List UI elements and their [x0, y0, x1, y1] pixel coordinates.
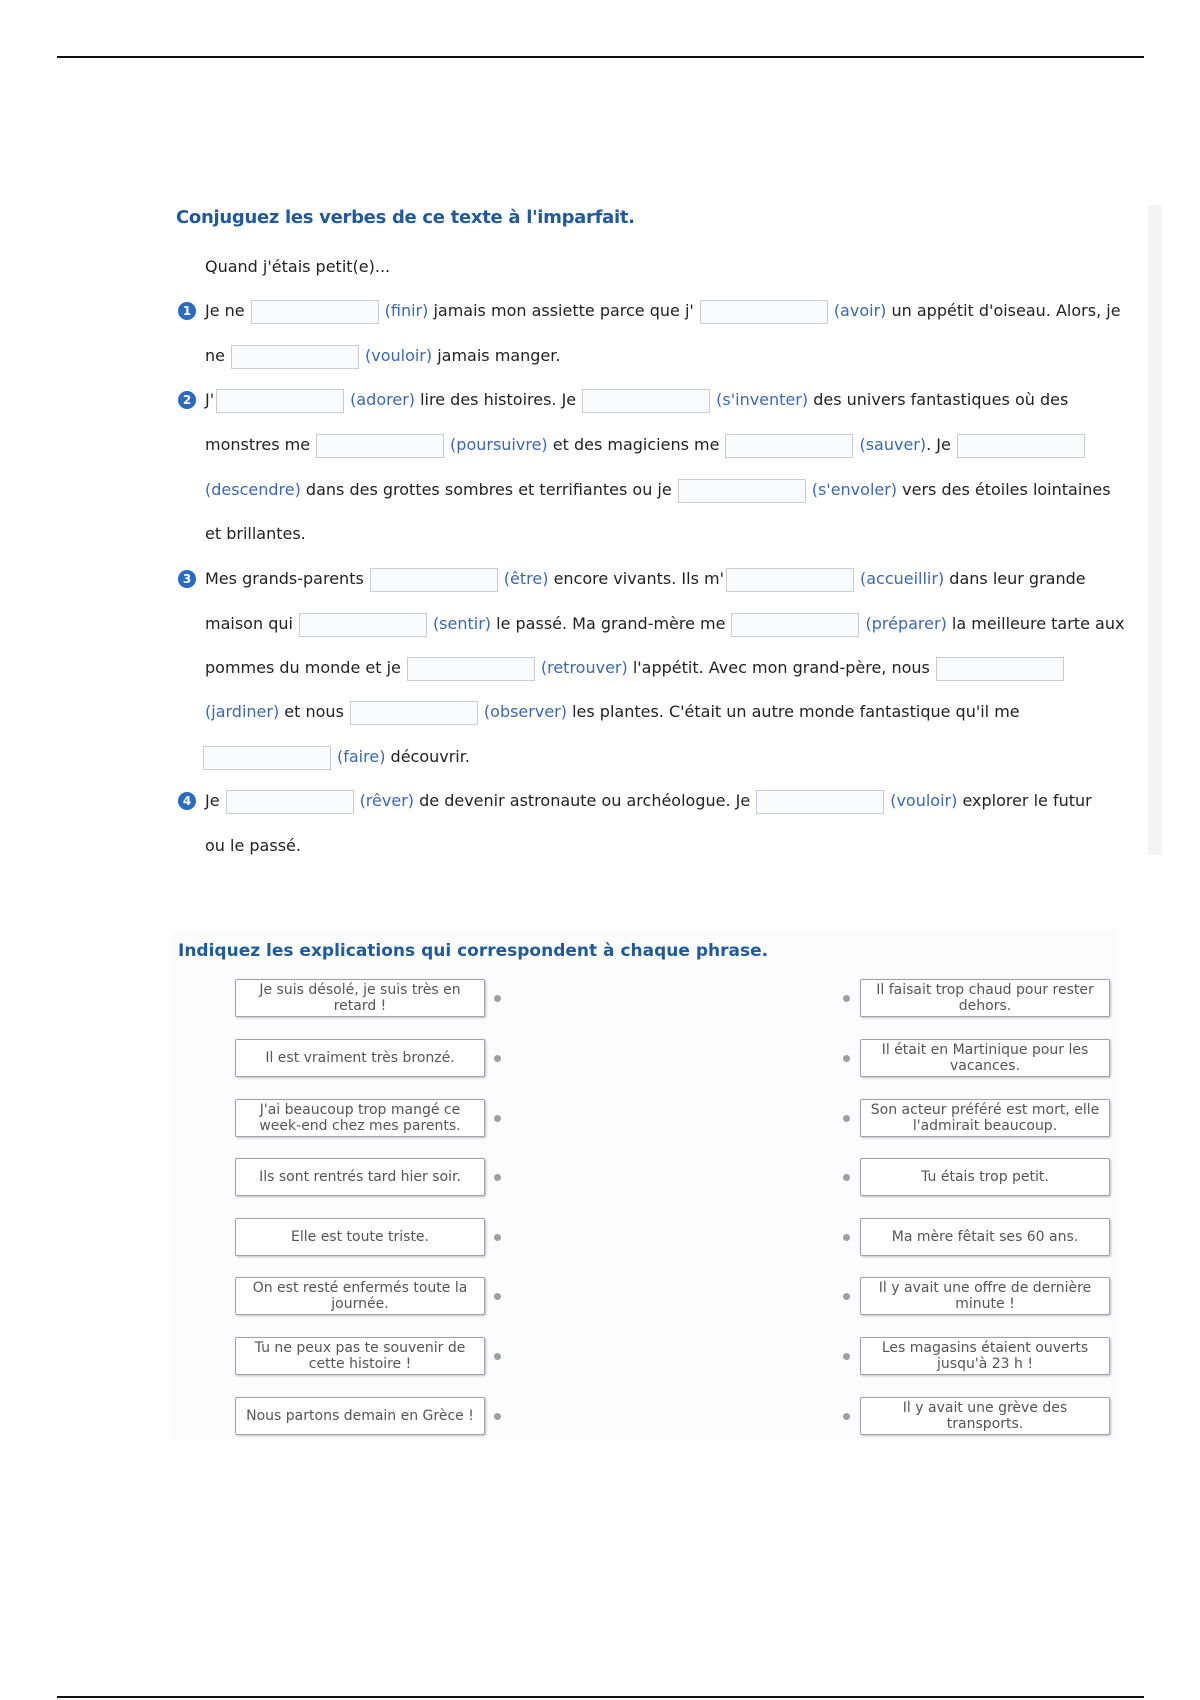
- number-badge-2: 2: [178, 391, 196, 409]
- text: pommes du monde et je: [205, 658, 401, 677]
- connector-dot-left[interactable]: [494, 1234, 501, 1241]
- connector-dot-left[interactable]: [494, 1055, 501, 1062]
- bottom-rule: [57, 1696, 1144, 1698]
- connector-dot-right[interactable]: [843, 1234, 850, 1241]
- answer-input[interactable]: [299, 613, 427, 637]
- p3-line3: [205, 653, 1070, 683]
- explanation-card[interactable]: Ma mère fêtait ses 60 ans.: [860, 1218, 1110, 1256]
- p2-line1: [205, 385, 1068, 415]
- phrase-card[interactable]: Nous partons demain en Grèce !: [235, 1397, 485, 1435]
- verb-hint: (rêver): [359, 791, 415, 810]
- phrase-card[interactable]: Tu ne peux pas te souvenir de cette histoire !: [235, 1337, 485, 1375]
- explanation-card[interactable]: Les magasins étaient ouverts jusqu'à 23 h !: [860, 1337, 1110, 1375]
- text: et des magiciens me: [552, 435, 720, 454]
- explanation-card[interactable]: Il y avait une grève des transports.: [860, 1397, 1110, 1435]
- answer-input[interactable]: [231, 345, 359, 369]
- text: Je: [205, 791, 220, 810]
- phrase-card[interactable]: Il est vraiment très bronzé.: [235, 1039, 485, 1077]
- text: la meilleure tarte aux: [951, 614, 1125, 633]
- connector-dot-right[interactable]: [843, 1174, 850, 1181]
- answer-input[interactable]: [725, 434, 853, 458]
- verb-hint: (vouloir): [364, 346, 433, 365]
- p1-line1: [205, 296, 1121, 326]
- verb-hint: (sauver): [859, 435, 927, 454]
- text: Je ne: [205, 301, 245, 320]
- verb-hint: (faire): [337, 747, 386, 766]
- answer-input[interactable]: [957, 434, 1085, 458]
- text: dans des grottes sombres et terrifiantes ou je: [305, 480, 672, 499]
- explanation-card[interactable]: Il y avait une offre de dernière minute !: [860, 1277, 1110, 1315]
- verb-hint: (s'envoler): [811, 480, 898, 499]
- verb-hint: (sentir): [432, 614, 492, 633]
- answer-input[interactable]: [700, 300, 828, 324]
- text: et nous: [284, 702, 344, 721]
- p1-line2: [205, 341, 560, 371]
- answer-input[interactable]: [756, 790, 884, 814]
- text: . Je: [926, 435, 951, 454]
- exercise1-scrollbar: [1148, 205, 1162, 855]
- text: explorer le futur: [962, 791, 1092, 810]
- answer-input[interactable]: [726, 568, 854, 592]
- explanation-card[interactable]: Il faisait trop chaud pour rester dehors.: [860, 979, 1110, 1017]
- answer-input[interactable]: [316, 434, 444, 458]
- connector-dot-right[interactable]: [843, 1413, 850, 1420]
- text: vers des étoiles lointaines: [902, 480, 1111, 499]
- p3-line4: [205, 697, 1020, 727]
- answer-input[interactable]: [370, 568, 498, 592]
- answer-input[interactable]: [678, 479, 806, 503]
- connector-dot-left[interactable]: [494, 1413, 501, 1420]
- connector-dot-left[interactable]: [494, 1293, 501, 1300]
- connector-dot-right[interactable]: [843, 1293, 850, 1300]
- verb-hint: (jardiner): [205, 702, 280, 721]
- verb-hint: (s'inventer): [716, 390, 809, 409]
- text: lire des histoires. Je: [420, 390, 577, 409]
- answer-input[interactable]: [226, 790, 354, 814]
- exercise1-intro: Quand j'étais petit(e)...: [205, 257, 391, 276]
- explanation-card[interactable]: Il était en Martinique pour les vacances.: [860, 1039, 1110, 1077]
- text: des univers fantastiques où des: [813, 390, 1069, 409]
- phrase-card[interactable]: Elle est toute triste.: [235, 1218, 485, 1256]
- p3-line2: [205, 609, 1124, 639]
- answer-input[interactable]: [582, 389, 710, 413]
- phrase-card[interactable]: J'ai beaucoup trop mangé ce week-end chez mes parents.: [235, 1099, 485, 1137]
- answer-input[interactable]: [203, 746, 331, 770]
- p2-line2: [205, 430, 1091, 460]
- top-rule: [57, 56, 1144, 58]
- answer-input[interactable]: [251, 300, 379, 324]
- verb-hint: (préparer): [865, 614, 947, 633]
- connector-dot-left[interactable]: [494, 1353, 501, 1360]
- explanation-card[interactable]: Tu étais trop petit.: [860, 1158, 1110, 1196]
- connector-dot-left[interactable]: [494, 1174, 501, 1181]
- phrase-card[interactable]: Je suis désolé, je suis très en retard !: [235, 979, 485, 1017]
- verb-hint: (adorer): [350, 390, 416, 409]
- text: un appétit d'oiseau. Alors, je: [891, 301, 1121, 320]
- text: encore vivants. Ils m': [553, 569, 724, 588]
- verb-hint: (être): [503, 569, 549, 588]
- connector-dot-right[interactable]: [843, 1055, 850, 1062]
- text: J': [205, 390, 215, 409]
- exercise2-title: Indiquez les explications qui correspondent à chaque phrase.: [178, 941, 769, 961]
- text: de devenir astronaute ou archéologue. Je: [419, 791, 751, 810]
- explanation-card[interactable]: Son acteur préféré est mort, elle l'admirait beaucoup.: [860, 1099, 1110, 1137]
- text: et brillantes.: [205, 524, 306, 543]
- text: dans leur grande: [949, 569, 1086, 588]
- text: le passé. Ma grand-mère me: [496, 614, 726, 633]
- text: jamais manger.: [437, 346, 561, 365]
- verb-hint: (descendre): [205, 480, 301, 499]
- connector-dot-right[interactable]: [843, 1115, 850, 1122]
- text: Mes grands-parents: [205, 569, 364, 588]
- verb-hint: (avoir): [833, 301, 887, 320]
- exercise1-title: Conjuguez les verbes de ce texte à l'imparfait.: [176, 207, 635, 228]
- p2-line4: [205, 519, 306, 549]
- number-badge-3: 3: [178, 570, 196, 588]
- p3-line1: [205, 564, 1086, 594]
- verb-hint: (observer): [483, 702, 567, 721]
- verb-hint: (vouloir): [890, 791, 958, 810]
- text: ne: [205, 346, 225, 365]
- connector-dot-right[interactable]: [843, 995, 850, 1002]
- text: jamais mon assiette parce que j': [433, 301, 694, 320]
- connector-dot-right[interactable]: [843, 1353, 850, 1360]
- answer-input[interactable]: [936, 657, 1064, 681]
- p2-line3: [205, 475, 1111, 505]
- answer-input[interactable]: [216, 389, 344, 413]
- text: l'appétit. Avec mon grand-père, nous: [632, 658, 930, 677]
- p4-line2: [205, 831, 301, 861]
- phrase-card[interactable]: On est resté enfermés toute la journée.: [235, 1277, 485, 1315]
- text: ou le passé.: [205, 836, 301, 855]
- answer-input[interactable]: [407, 657, 535, 681]
- answer-input[interactable]: [350, 701, 478, 725]
- p3-line5: [197, 742, 470, 772]
- connector-dot-left[interactable]: [494, 1115, 501, 1122]
- verb-hint: (finir): [384, 301, 429, 320]
- connector-dot-left[interactable]: [494, 995, 501, 1002]
- phrase-card[interactable]: Ils sont rentrés tard hier soir.: [235, 1158, 485, 1196]
- text: monstres me: [205, 435, 311, 454]
- number-badge-1: 1: [178, 302, 196, 320]
- answer-input[interactable]: [731, 613, 859, 637]
- text: découvrir.: [390, 747, 470, 766]
- p4-line1: [205, 786, 1092, 816]
- number-badge-4: 4: [178, 792, 196, 810]
- verb-hint: (poursuivre): [450, 435, 548, 454]
- text: les plantes. C'était un autre monde fantastique qu'il me: [572, 702, 1020, 721]
- text: maison qui: [205, 614, 293, 633]
- verb-hint: (accueillir): [859, 569, 945, 588]
- verb-hint: (retrouver): [540, 658, 628, 677]
